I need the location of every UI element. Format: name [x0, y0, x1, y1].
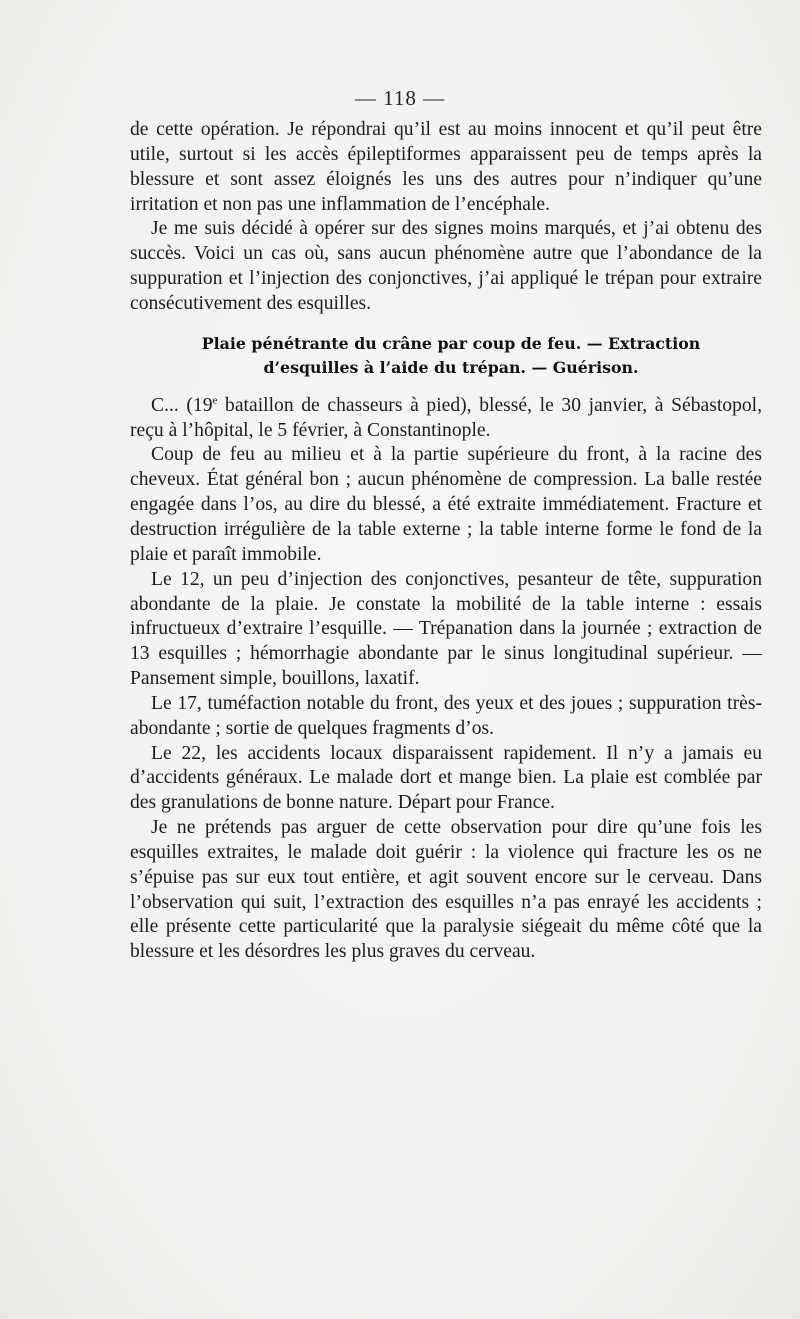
heading-line-1: Plaie pénétrante du crâne par coup de feu. — Extraction — [201, 333, 701, 353]
case-intro-rest: bataillon de chasseurs à pied), blessé, le 30 janvier, à Sébastopol, reçu à l’hôpital, le 5 février, à Constantinople. — [130, 394, 763, 441]
paragraph: Je me suis décidé à opérer sur des signes moins marqués, et j’ai obtenu des succès. Voici un cas où, sans aucun phénomène autre que l’abondance de la suppuration et l’injection des conjonctives, j’ai appliqué le trépan pour extraire consécutivement des esquilles. — [130, 218, 762, 314]
closing-paragraph: Je ne prétends pas arguer de cette observation pour dire qu’une fois les esquilles extraites, le malade doit guérir : la violence qui fracture les os ne s’épuise pas sur eux tout entière, et agit souvent encore sur le cerveau. Dans l’observation qui suit, l’extraction des esquilles n’a pas enrayé les accidents ; elle présente cette particularité que la paralysie siégeait du même côté que la blessure et les désordres les plus graves du cerveau. — [130, 817, 762, 963]
case-intro-paragraph — [130, 394, 762, 444]
section-heading — [130, 332, 762, 380]
case-paragraph-day-22: Le 22, les accidents locaux disparaissent rapidement. Il n’y a jamais eu d’accidents généraux. Le malade dort et mange bien. La plaie est comblée par des granulations de bonne nature. Départ pour France. — [130, 742, 762, 814]
heading-line-2: d’esquilles à l’aide du trépan. — Guérison. — [263, 357, 639, 377]
case-paragraph-day-12: Le 12, un peu d’injection des conjonctives, pesanteur de tête, suppuration abondante de la plaie. Je constate la mobilité de la table interne : essais infructueux d’extraire l’esquille. — Trépanation dans la journée ; extraction de 13 esquilles ; hémorrhagie abondante par le sinus longitudinal supérieur. — Pansement simple, bouillons, laxatif. — [130, 568, 762, 690]
body-text — [130, 118, 762, 965]
ordinal-superscript: e — [212, 394, 218, 407]
case-paragraph-day-17: Le 17, tuméfaction notable du front, des yeux et des joues ; suppuration très-abondante ; sortie de quelques fragments d’os. — [130, 692, 762, 739]
case-intro-prefix: C... (19 — [151, 394, 213, 416]
page-number: — 118 — — [354, 86, 446, 110]
paragraph-continuation: de cette opération. Je répondrai qu’il est au moins innocent et qu’il peut être utile, surtout si les accès épileptiformes apparaissent peu de temps après la blessure et sont assez éloignés les uns des autres pour n’indiquer qu’une irritation et non pas une inflammation de l’encéphale. — [130, 119, 762, 215]
case-paragraph-wound: Coup de feu au milieu et à la partie supérieure du front, à la racine des cheveux. État général bon ; aucun phénomène de compression. La balle restée engagée dans l’os, au dire du blessé, a été extraite immédiatement. Fracture et destruction irrégulière de la table externe ; la table interne forme le fond de la plaie et paraît immobile. — [130, 444, 762, 565]
